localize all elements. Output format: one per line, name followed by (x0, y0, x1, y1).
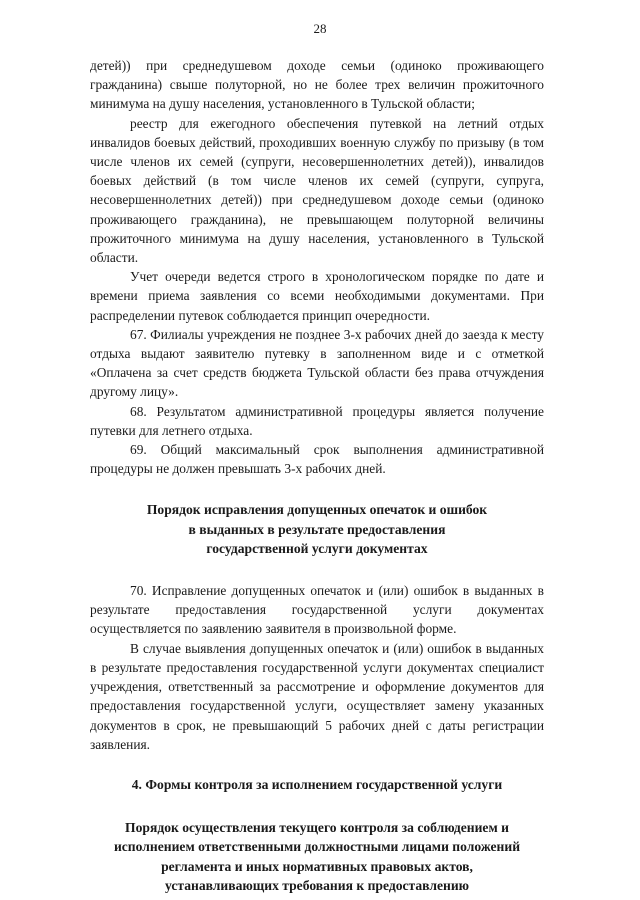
heading-line: государственной услуги документах (206, 540, 428, 556)
heading-line: в выданных в результате предоставления (188, 521, 446, 537)
heading-line: Порядок исправления допущенных опечаток и ошибок (146, 502, 488, 518)
paragraph-registry: реестр для ежегодного обеспечения путевкой на летний отдых инвалидов боевых действий, проходивших военную службу по призыву (в том числе членов их семей (супруги, несовершеннолетних детей)), инвалидов боевых действий (в том числе членов их семей (супруги, супруга, несовершеннолетних детей)) при среднедушевом доходе семьи (одиноко проживающего гражданина), не превышающем полуторной величины прожиточного минимума на душу населения, установленного в Тульской области. (90, 115, 544, 266)
heading-control (90, 818, 544, 895)
section-heading: 4. Формы контроля за исполнением государственной услуги (131, 776, 503, 792)
heading-line: Порядок осуществления текущего контроля за соблюдением и (125, 820, 509, 836)
page-number: 28 (313, 21, 327, 36)
heading-line: регламента и иных нормативных правовых актов, (161, 858, 473, 874)
paragraph-70: 70. Исправление допущенных опечаток и (или) ошибок в выданных в результате предоставления государственной услуги документах осуществляется по заявлению заявителя в произвольной форме. (90, 583, 544, 637)
heading-line: устанавливающих требования к предоставлению (164, 877, 470, 893)
paragraph-continuation: детей)) при среднедушевом доходе семьи (одиноко проживающего гражданина) свыше полуторной, но не более трех величин прожиточного минимума на душу населения, установленного в Тульской области; (90, 58, 544, 112)
heading-corrections (90, 500, 544, 558)
paragraph-67: 67. Филиалы учреждения не позднее 3-х рабочих дней до заезда к месту отдыха выдают заявителю путевку в заполненном виде и с отметкой «Оплачена за счет средств бюджета Тульской области без права отчуждения другому лицу». (90, 326, 544, 400)
paragraph-69: 69. Общий максимальный срок выполнения административной процедуры не должен превышать 3-х рабочих дней. (90, 442, 544, 477)
document-body (90, 56, 544, 895)
paragraph-corrections-case: В случае выявления допущенных опечаток и (или) ошибок в выданных в результате предоставления государственной услуги документах специалист учреждения, ответственный за рассмотрение и оформление документов для предоставления государственной услуги, осуществляет замену указанных документов в срок, не превышающий 5 рабочих дней с даты регистрации заявления. (90, 640, 544, 752)
heading-line: исполнением ответственными должностными лицами положений (113, 839, 521, 855)
paragraph-68: 68. Результатом административной процедуры является получение путевки для летнего отдыха. (90, 403, 544, 438)
paragraph-queue: Учет очереди ведется строго в хронологическом порядке по дате и времени приема заявления со всеми необходимыми документами. При распределении путевок соблюдается принцип очередности. (90, 269, 544, 323)
